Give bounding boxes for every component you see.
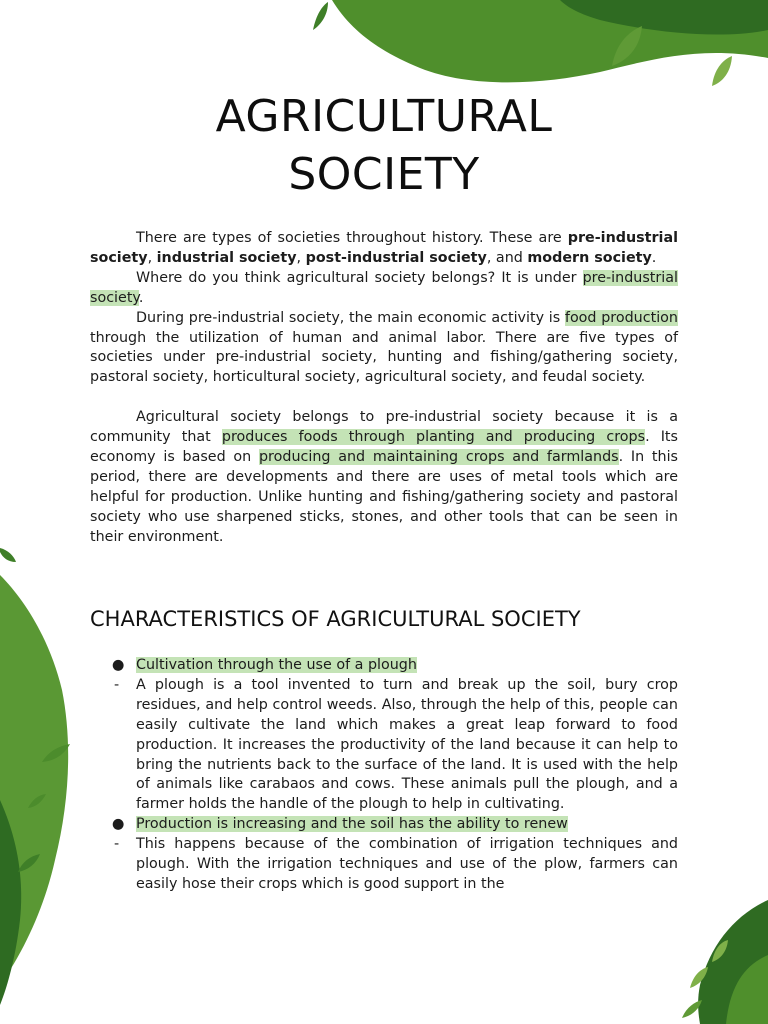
paragraph-types-of-societies: There are types of societies throughout history. These are pre-industrial society, industrial society, post-industrial society, and modern society.: [90, 230, 678, 266]
leaf-bottom-right-small-1-icon: [712, 940, 728, 962]
paragraph-where-belongs: Where do you think agricultural society belongs? It is under pre-industrial society.: [90, 269, 678, 306]
title-line-1: AGRICULTURAL: [215, 91, 553, 142]
dash-icon: -: [114, 836, 120, 853]
intro-section: [90, 229, 678, 547]
bold-term: post-industrial society: [305, 249, 487, 266]
highlighted-text: producing and maintaining crops and farmlands: [258, 448, 619, 465]
highlighted-text: produces foods through planting and producing crops: [221, 429, 646, 446]
page-title: [90, 88, 678, 204]
leaf-bottom-right-small-3-icon: [682, 1000, 702, 1018]
bullet-icon: ●: [112, 657, 125, 673]
leaf-bottom-right-mid-icon: [726, 955, 768, 1024]
paragraph-agricultural-belongs: Agricultural society belongs to pre-industrial society because it is a community that produces foods through planting and producing crops. Its economy is based on producing and maintaining crops and farmlands. In this period, there are developments and there are uses of metal tools which are helpful for production. Unlike hunting and fishing/gathering society and pastoral society who use sharpened sticks, stones, and other tools that can be seen in their environment.: [90, 409, 678, 545]
bold-term: pre-industrial society: [90, 230, 678, 266]
leaf-top-small-3-icon: [712, 56, 732, 86]
highlighted-text: pre-industrial society: [90, 269, 678, 306]
bold-term: industrial society: [156, 249, 297, 266]
bullet-icon: ●: [112, 816, 125, 833]
highlighted-text: food production: [564, 309, 678, 326]
leaf-bottom-right-large-icon: [698, 900, 768, 1024]
highlighted-text: Cultivation through the use of a plough: [136, 657, 417, 673]
leaf-left-small-1-icon: [0, 548, 16, 562]
leaf-top-right-large-icon: [332, 0, 768, 82]
leaf-top-small-1-icon: [313, 2, 328, 30]
leaf-top-right-dark-icon: [560, 0, 768, 35]
section-heading: CHARACTERISTICS OF AGRICULTURAL SOCIETY: [90, 607, 581, 631]
dash-icon: -: [114, 676, 120, 693]
leaf-top-small-2-icon: [612, 26, 642, 66]
leaf-left-large-icon: [0, 575, 68, 985]
paragraph-economic-activity: During pre-industrial society, the main economic activity is food production through the utilization of human and animal labor. There are five types of societies under pre-industrial society, hunting and fishing/gathering society, pastoral society, horticultural society, agricultural society, and feudal society.: [90, 309, 678, 386]
paragraph-spacer: [90, 388, 678, 408]
bold-term: modern society: [527, 249, 652, 266]
list-item-heading: [90, 815, 678, 835]
leaf-left-small-2-icon: [42, 744, 70, 762]
list-item-detail: - This happens because of the combination of irrigation techniques and plough. With the irrigation techniques and use of the plow, farmers can easily hose their crops which is good support in the: [114, 836, 678, 892]
leaf-left-small-3-icon: [28, 794, 46, 808]
leaf-left-small-4-icon: [18, 854, 40, 872]
highlighted-text: Production is increasing and the soil has the ability to renew: [136, 816, 568, 833]
leaf-left-dark-icon: [0, 800, 21, 1005]
characteristics-list: [90, 656, 678, 895]
list-item-heading: [90, 656, 678, 676]
leaf-bottom-right-small-2-icon: [690, 967, 708, 988]
list-item-detail: - A plough is a tool invented to turn and break up the soil, bury crop residues, and help control weeds. Also, through the help of this, people can easily cultivate the land which makes a great leap forward to food production. It increases the productivity of the land because it can help to bring the nutrients back to the surface of the land. It is used with the help of animals like carabaos and cows. These animals pull the plough, and a farmer holds the handle of the plough to help in cultivating.: [114, 676, 678, 813]
title-line-2: SOCIETY: [288, 149, 480, 200]
